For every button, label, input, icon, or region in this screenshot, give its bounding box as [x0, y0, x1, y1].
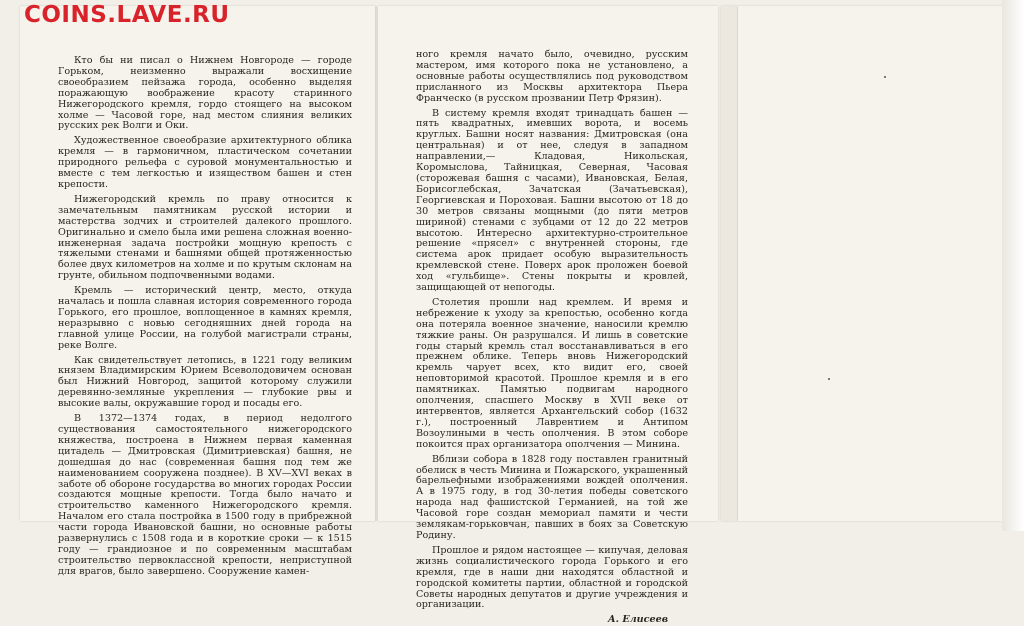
blank-page — [738, 6, 1002, 521]
paper-speck — [884, 76, 886, 78]
right-page-text — [416, 50, 688, 626]
paragraph: ного кремля начато было, очевидно, русским мастером, имя которого пока не установлено, а основные работы осуществлялись под руководством присланного из Москвы архитектора Пьера Франческо (в русском прозвании Петр Фрязин). — [416, 49, 688, 104]
paragraph: Нижегородский кремль по праву относится к замечательным памятникам русской истории и мастерства зодчих и строителей далекого прошлого. Оригинально и смело была ими решена сложная военно-инженерная задача постройки мощную крепость с тяжелыми стенами и башнями общей протяженностью более двух километров на холме и по крутым склонам на грунте, обильном подпочвенными водами. — [58, 193, 352, 282]
scan-edge — [1002, 0, 1024, 531]
watermark: COINS.LAVE.RU — [24, 2, 230, 28]
left-page-text — [58, 56, 352, 582]
right-page — [378, 6, 718, 626]
paragraph: Кто бы ни писал о Нижнем Новгороде — городе Горьком, неизменно выражали восхищение своеобразием пейзажа города, особенно выделяя поражающую воображение красоту старинного Нижегородского кремля, гордо стоящего на высоком холме — Часовой горе, над местом слияния великих русских рек Волги и Оки. — [58, 55, 352, 132]
paragraph: Вблизи собора в 1828 году поставлен гранитный обелиск в честь Минина и Пожарского, украшенный барельефными изображениями вождей ополчения. А в 1975 году, в год 30-летия победы советского народа над фашистской Германией, на той же Часовой горе создан мемориал памяти и чести землякам-горьковчан, павших в боях за Советскую Родину. — [416, 453, 688, 541]
paragraph: Как свидетельствует летопись, в 1221 году великим князем Владимирским Юрием Всеволодовичем основан был Нижний Новгород, защитой которому служили деревянно-земляные укрепления — глубокие рвы и высокие валы, окружавшие город и посады его. — [58, 354, 352, 410]
paragraph: Кремль — исторический центр, место, откуда началась и пошла славная история современного города Горького, его прошлое, воплощенное в камнях кремля, неразрывно с новью сегодняшних дней города на главной улице России, на голубой магистрали страны, реке Волге. — [58, 285, 352, 351]
paragraph: В систему кремля входят тринадцать башен — пять квадратных, имевших ворота, и восемь круглых. Башни носят названия: Дмитровская (она центральная) и от нее, следуя в западном направлении,— Кладовая, Никольская, Коромыслова, Тайницкая, Северная, Часовая (сторожевая башня с часами), Ивановская, Белая, Борисоглебская, Зачатская (Зачатьевская), Георгиевская и Пороховая. Башни высотою от 18 до 30 метров связаны мощными (до пяти метров шириной) стенами с зубцами от 12 до 22 метров высотою. Интересно архитектурно-строительное решение «прясел» с внутренней стороны, где система арок придает особую выразительность кремлевской стене. Поверх арок проложен боевой ход «гульбище». Стены покрыты и кровлей, защищающей от непогоды. — [416, 107, 688, 294]
paragraph: Художественное своеобразие архитектурного облика кремля — в гармоничном, пластическом сочетании природного рельефа с суровой монументальностью и вместе с тем легкостью и изяществом башен и стен крепости. — [58, 135, 352, 190]
spine-strip — [721, 6, 737, 521]
left-page — [20, 6, 375, 577]
author-signature: А. Елисеев — [607, 614, 668, 626]
paragraph: Прошлое и рядом настоящее — кипучая, деловая жизнь социалистического города Горького и его кремля, где в наши дни находятся областной и городской комитеты партии, областной и городской Советы народных депутатов и другие учреждения и организации. — [416, 544, 688, 611]
paragraph: Столетия прошли над кремлем. И время и небрежение к уходу за крепостью, особенно когда она потеряла военное значение, наносили кремлю тяжкие раны. Он разрушался. И лишь в советские годы старый кремль стал восстанавливаться в его прежнем облике. Теперь вновь Нижегородский кремль чарует всех, кто видит его, своей неповторимой красотой. Прошлое кремля и в его памятниках. Памятью подвигам народного ополчения, спасшего Москву в XVII веке от интервентов, является Архангельский собор (1632 г.), построенный Лаврентием и Антипом Возоулиными в честь ополчения. В этом соборе покоится прах организатора ополчения — Минина. — [416, 296, 688, 450]
paper-speck — [828, 378, 830, 380]
paragraph: В 1372—1374 годах, в период недолгого существования самостоятельного нижегородского княжества, построена в Нижнем первая каменная цитадель — Дмитровская (Димитриевская) башня, не дошедшая до нас (современная башня под тем же наименованием сооружена позднее). В XV—XVI веках в заботе об обороне государства во многих городах России создаются мощные крепости. Тогда было начато и строительство каменного Нижегородского кремля. Началом его стала постройка в 1500 году в прибрежной части города Ивановской башни, но основные работы развернулись с 1508 года и в короткие сроки — к 1515 году — грандиозное и по современным масштабам строительство первоклассной крепости, неприступной для врагов, было завершено. Сооружение камен- — [58, 413, 352, 577]
